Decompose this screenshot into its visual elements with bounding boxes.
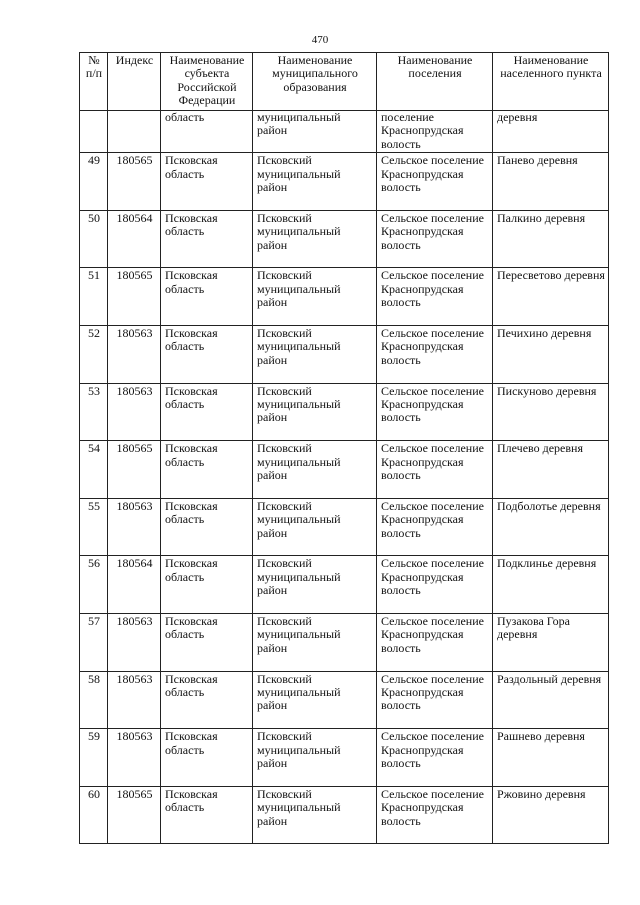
table-row [80, 556, 609, 614]
continuation-row [80, 111, 609, 153]
cell-subject: Псковская область [161, 498, 253, 556]
cell-index: 180563 [108, 498, 161, 556]
cell-locality: деревня [493, 111, 609, 153]
cell-subject: Псковская область [161, 326, 253, 384]
table-row [80, 153, 609, 211]
header-number: № п/п [80, 53, 108, 111]
cell-municipality: Псковский муниципальный район [253, 671, 377, 729]
cell-municipality: Псковский муниципальный район [253, 729, 377, 787]
table-row [80, 268, 609, 326]
cell-index: 180565 [108, 153, 161, 211]
cell-index: 180563 [108, 326, 161, 384]
cell-municipality: Псковский муниципальный район [253, 383, 377, 441]
cell-index: 180564 [108, 556, 161, 614]
settlements-table [79, 52, 609, 844]
cell-settlement: Сельское поселение Краснопрудская волость [377, 210, 493, 268]
cell-municipality: Псковский муниципальный район [253, 268, 377, 326]
table-header-row [80, 53, 609, 111]
cell-locality: Пузакова Гора деревня [493, 613, 609, 671]
cell-locality: Печихино деревня [493, 326, 609, 384]
table-row [80, 383, 609, 441]
cell-subject: Псковская область [161, 729, 253, 787]
cell-number: 53 [80, 383, 108, 441]
cell-number: 59 [80, 729, 108, 787]
cell-subject: Псковская область [161, 153, 253, 211]
header-settlement: Наименование поселения [377, 53, 493, 111]
cell-index: 180565 [108, 441, 161, 499]
cell-municipality: Псковский муниципальный район [253, 153, 377, 211]
cell-locality: Ржовино деревня [493, 786, 609, 844]
cell-subject: Псковская область [161, 268, 253, 326]
cell-subject: Псковская область [161, 210, 253, 268]
cell-index: 180565 [108, 786, 161, 844]
cell-index: 180564 [108, 210, 161, 268]
cell-index: 180563 [108, 383, 161, 441]
cell-number: 52 [80, 326, 108, 384]
cell-number: 54 [80, 441, 108, 499]
cell-municipality: Псковский муниципальный район [253, 498, 377, 556]
cell-subject: Псковская область [161, 556, 253, 614]
cell-settlement: Сельское поселение Краснопрудская волость [377, 786, 493, 844]
cell-locality: Палкино деревня [493, 210, 609, 268]
cell-index: 180563 [108, 729, 161, 787]
cell-settlement: поселение Краснопрудская волость [377, 111, 493, 153]
cell-municipality: муниципальный район [253, 111, 377, 153]
cell-locality: Подболотье деревня [493, 498, 609, 556]
cell-municipality: Псковский муниципальный район [253, 326, 377, 384]
cell-number: 49 [80, 153, 108, 211]
cell-settlement: Сельское поселение Краснопрудская волость [377, 556, 493, 614]
table-row [80, 326, 609, 384]
cell-locality: Подклинье деревня [493, 556, 609, 614]
cell-number [80, 111, 108, 153]
table-row [80, 729, 609, 787]
cell-locality: Раздольный деревня [493, 671, 609, 729]
cell-municipality: Псковский муниципальный район [253, 786, 377, 844]
cell-index: 180563 [108, 671, 161, 729]
cell-settlement: Сельское поселение Краснопрудская волость [377, 326, 493, 384]
cell-municipality: Псковский муниципальный район [253, 210, 377, 268]
cell-number: 50 [80, 210, 108, 268]
cell-subject: область [161, 111, 253, 153]
header-municipality: Наименование муниципального образования [253, 53, 377, 111]
cell-locality: Рашнево деревня [493, 729, 609, 787]
cell-settlement: Сельское поселение Краснопрудская волость [377, 671, 493, 729]
cell-settlement: Сельское поселение Краснопрудская волость [377, 383, 493, 441]
header-locality: Наименование населенного пункта [493, 53, 609, 111]
cell-subject: Псковская область [161, 786, 253, 844]
cell-index [108, 111, 161, 153]
header-index: Индекс [108, 53, 161, 111]
cell-index: 180565 [108, 268, 161, 326]
cell-locality: Плечево деревня [493, 441, 609, 499]
cell-subject: Псковская область [161, 671, 253, 729]
table-row [80, 210, 609, 268]
cell-number: 55 [80, 498, 108, 556]
cell-locality: Пересветово деревня [493, 268, 609, 326]
cell-settlement: Сельское поселение Краснопрудская волость [377, 613, 493, 671]
table-row [80, 441, 609, 499]
table-row [80, 671, 609, 729]
cell-subject: Псковская область [161, 441, 253, 499]
cell-number: 56 [80, 556, 108, 614]
cell-number: 57 [80, 613, 108, 671]
cell-settlement: Сельское поселение Краснопрудская волость [377, 268, 493, 326]
cell-settlement: Сельское поселение Краснопрудская волость [377, 498, 493, 556]
cell-index: 180563 [108, 613, 161, 671]
cell-subject: Псковская область [161, 383, 253, 441]
cell-locality: Пискуново деревня [493, 383, 609, 441]
cell-locality: Панево деревня [493, 153, 609, 211]
table-row [80, 498, 609, 556]
cell-municipality: Псковский муниципальный район [253, 441, 377, 499]
header-subject: Наименование субъекта Российской Федерации [161, 53, 253, 111]
page-number: 470 [311, 34, 329, 46]
cell-number: 51 [80, 268, 108, 326]
table-row [80, 786, 609, 844]
cell-settlement: Сельское поселение Краснопрудская волость [377, 153, 493, 211]
cell-settlement: Сельское поселение Краснопрудская волость [377, 441, 493, 499]
cell-settlement: Сельское поселение Краснопрудская волость [377, 729, 493, 787]
cell-number: 60 [80, 786, 108, 844]
cell-municipality: Псковский муниципальный район [253, 556, 377, 614]
table-row [80, 613, 609, 671]
cell-municipality: Псковский муниципальный район [253, 613, 377, 671]
cell-number: 58 [80, 671, 108, 729]
cell-subject: Псковская область [161, 613, 253, 671]
